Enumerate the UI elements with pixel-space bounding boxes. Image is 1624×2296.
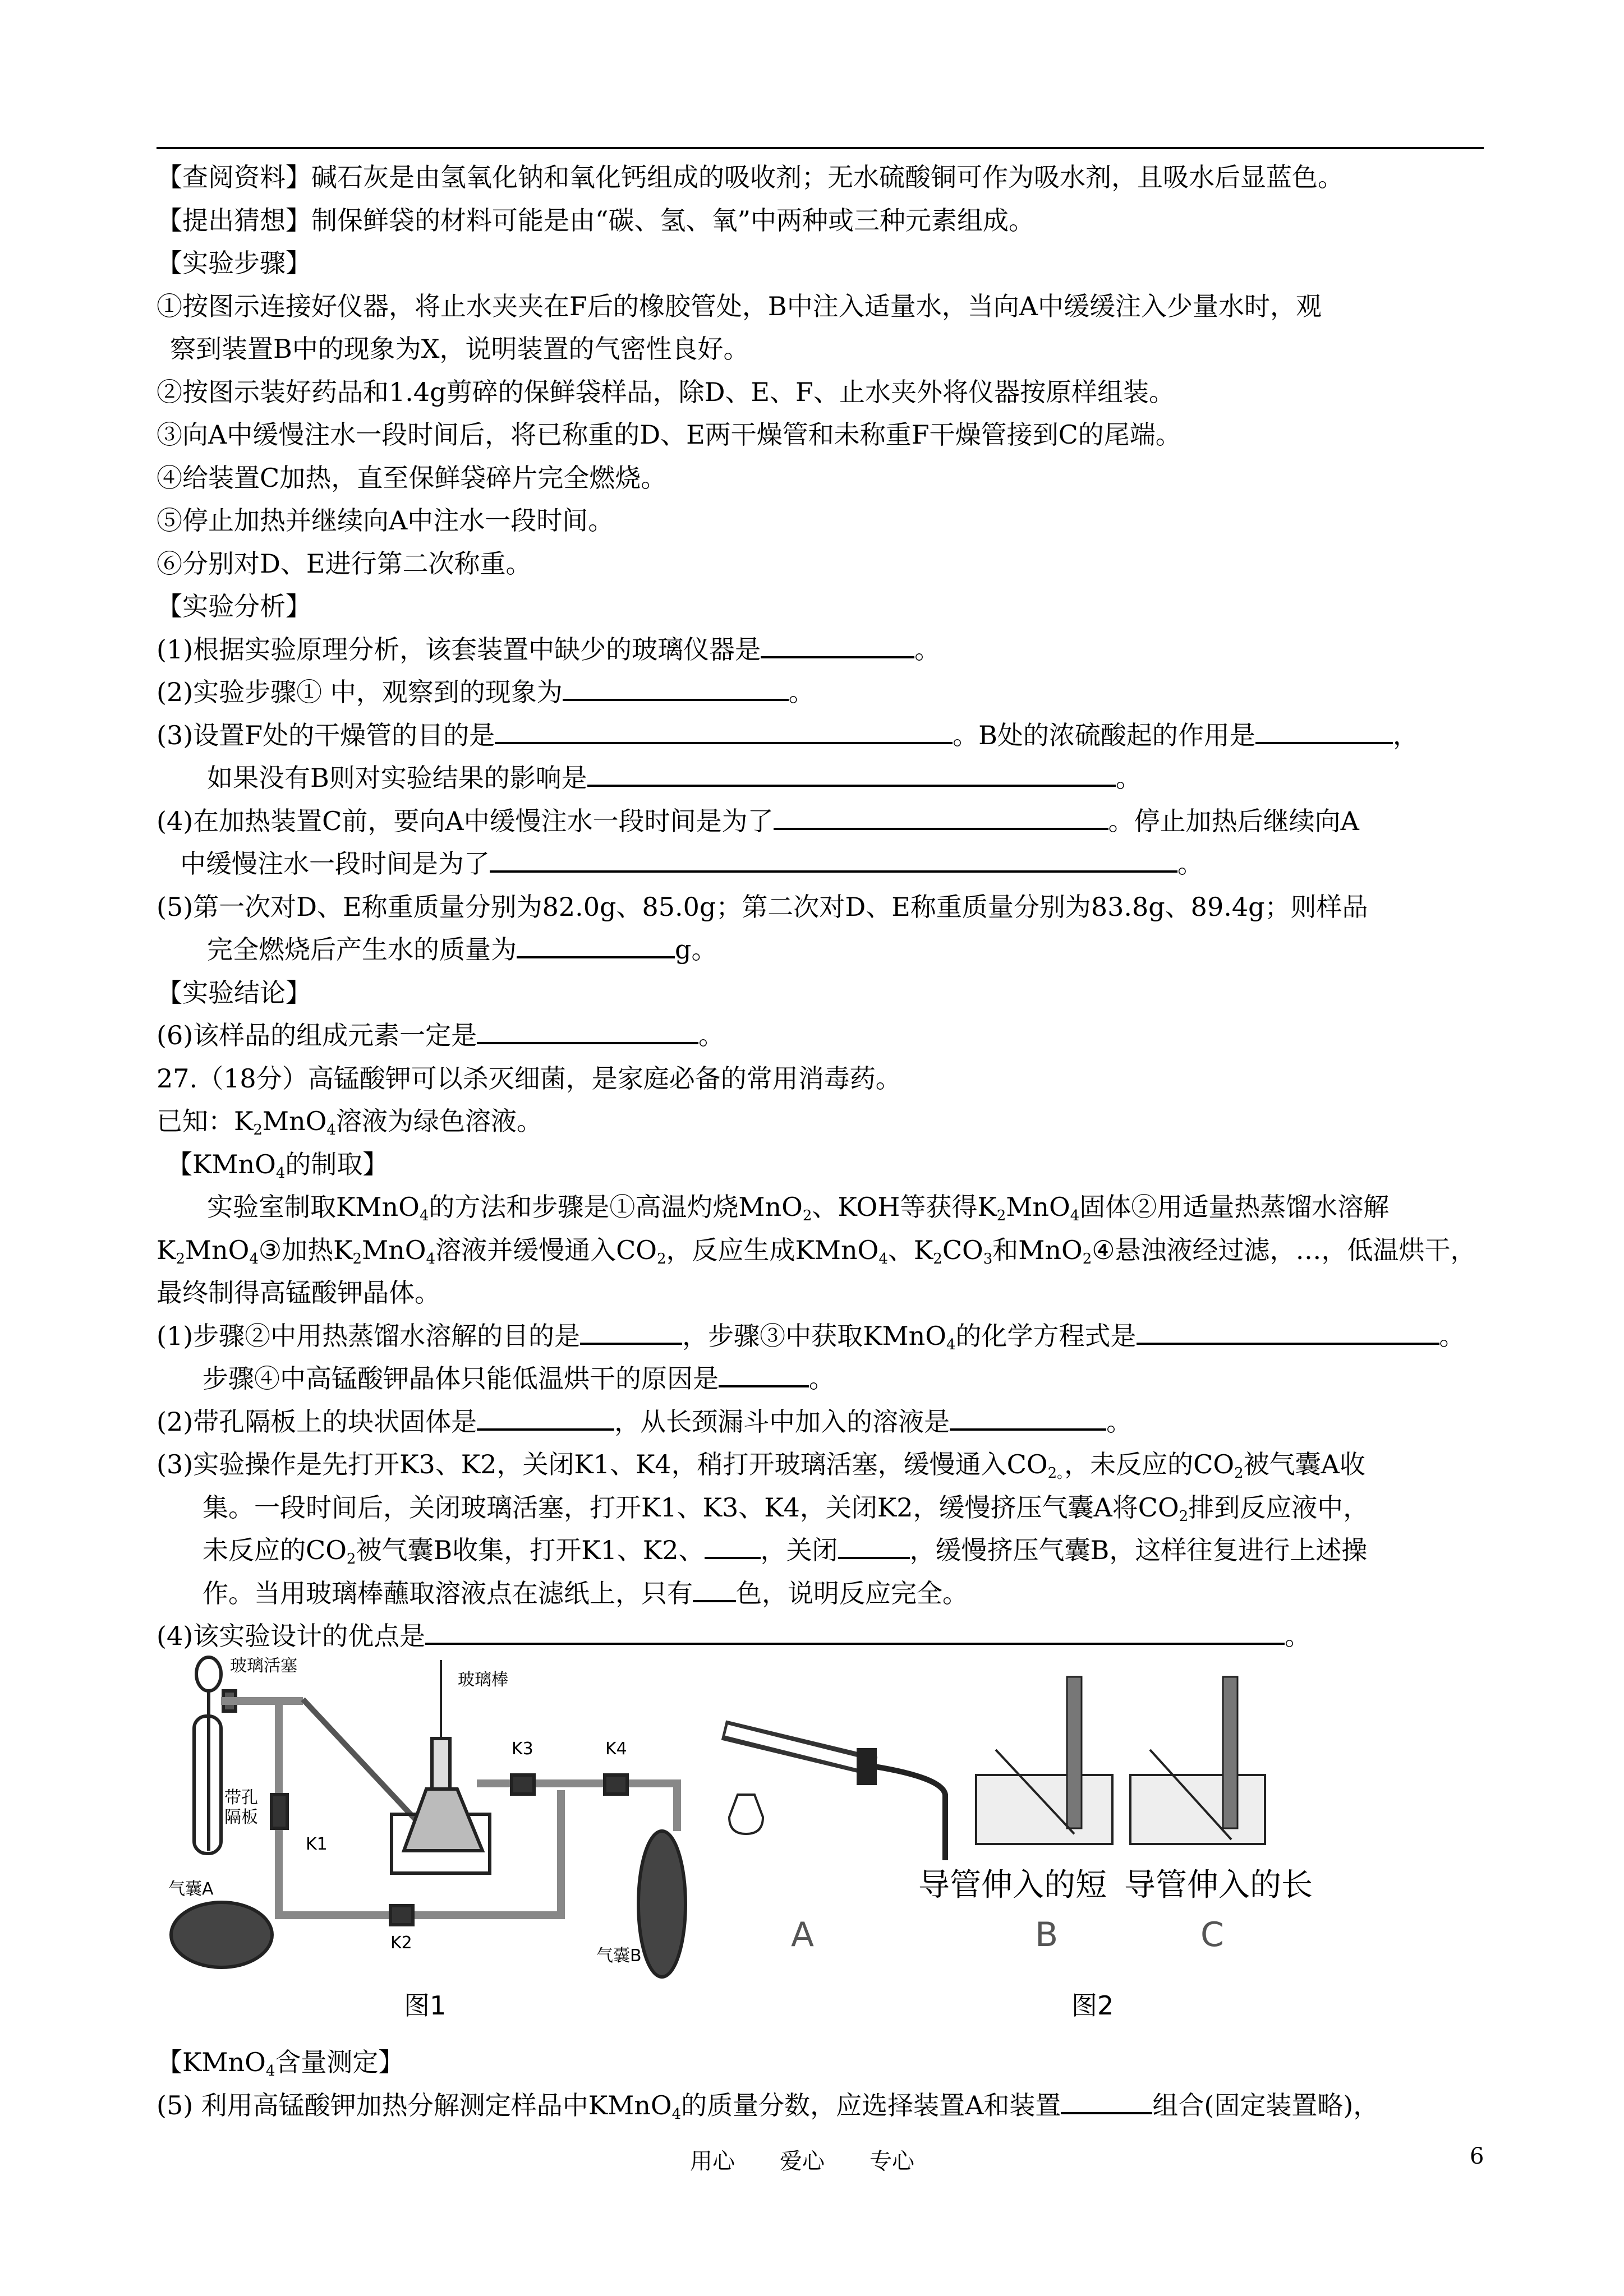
text-segment: 未反应的CO (203, 1535, 347, 1565)
text-segment: (4)在加热装置C前，要向A中缓慢注水一段时间是为了 (157, 805, 774, 836)
figure-2-apparatus (724, 1677, 1265, 1860)
text-segment: 【KMnO (157, 2047, 266, 2077)
text-segment: 【KMnO (167, 1149, 276, 1179)
subscript: 2 (802, 1207, 812, 1224)
figure-1-caption: 图1 (404, 1990, 447, 2021)
text-segment: 、K (887, 1234, 933, 1265)
text-segment: ②按图示装好药品和1.4g剪碎的保鲜袋样品，除D、E、F、止水夹外将仪器按原样组装。 (157, 376, 1175, 407)
text-segment: ，未反应的CO (1064, 1449, 1235, 1479)
text-segment: 【查阅资料】碱石灰是由氢氧化钠和氧化钙组成的吸收剂；无水硫酸铜可作为吸水剂，且吸水后显蓝色。 (157, 162, 1344, 192)
subscript: 2。 (1047, 1465, 1065, 1482)
text-segment: 。B处的浓硫酸起的作用是 (953, 720, 1255, 750)
page-number: 6 (1470, 2143, 1484, 2169)
text-segment: 。 (1177, 849, 1203, 879)
subscript: 2 (1179, 1507, 1189, 1525)
subscript: 4 (878, 1250, 888, 1267)
text-segment: (4)该实验设计的优点是 (157, 1621, 426, 1651)
text-segment: ④悬浊液经过滤，…，低温烘干， (1092, 1234, 1476, 1265)
text-segment: 的制取】 (285, 1149, 389, 1179)
figure-2-caption: 图2 (1071, 1990, 1114, 2021)
text-segment: 的质量分数，应选择装置A和装置 (681, 2090, 1061, 2120)
text-segment: (5) 利用高锰酸钾加热分解测定样品中KMnO (157, 2090, 672, 2120)
content-measurement-block (157, 2041, 1503, 2127)
subscript: 2 (176, 1250, 185, 1267)
label-plate-1: 带孔 (224, 1788, 258, 1808)
text-segment: ，缓慢挤压气囊B，这样往复进行上述操 (909, 1535, 1368, 1565)
text-segment: 【实验步骤】 (157, 248, 311, 278)
subscript: 4 (671, 2105, 682, 2123)
subscript: 4 (326, 1122, 336, 1138)
text-segment: MnO (1006, 1192, 1070, 1222)
label-k4: K4 (605, 1739, 627, 1759)
label-short: 导管伸入的短 (918, 1867, 1107, 1903)
label-k1: K1 (306, 1834, 328, 1854)
label-glass-rod: 玻璃棒 (458, 1670, 508, 1690)
text-segment: 已知：K (157, 1106, 254, 1136)
text-segment: ，反应生成KMnO (666, 1234, 879, 1265)
text-segment: 。 (1115, 763, 1142, 793)
text-segment: CO (942, 1234, 983, 1265)
text-segment: (5)第一次对D、E称重质量分别为82.0g、85.0g；第二次对D、E称重质量分别为83.8g、89.4g；则样品 (157, 891, 1368, 922)
text-segment: ⑥分别对D、E进行第二次称重。 (157, 548, 532, 579)
valve-k2 (390, 1906, 413, 1925)
subscript: 4 (249, 1250, 259, 1267)
label-plate-2: 隔板 (224, 1808, 258, 1827)
text-segment: 最终制得高锰酸钾晶体。 (157, 1278, 440, 1308)
text-segment: (6)该样品的组成元素一定是 (157, 1020, 477, 1050)
text-segment: ⑤停止加热并继续向A中注水一段时间。 (157, 505, 614, 536)
text-segment: MnO (362, 1234, 426, 1265)
subscript: 2 (346, 1551, 356, 1567)
subscript: 4 (419, 1207, 429, 1224)
text-segment: ， (1392, 720, 1419, 750)
label-k3: K3 (512, 1739, 533, 1759)
text-segment: ，步骤③中获取KMnO (682, 1320, 946, 1351)
label-long: 导管伸入的长 (1124, 1867, 1313, 1903)
text-segment: (1)步骤②中用热蒸馏水溶解的目的是 (157, 1320, 581, 1351)
cylinder-b (1067, 1677, 1082, 1828)
text-segment: 固体②用适量热蒸馏水溶解 (1079, 1192, 1390, 1222)
text-line (157, 2084, 1503, 2127)
text-segment: 的方法和步骤是①高温灼烧MnO (429, 1192, 803, 1222)
delivery-tube (303, 1699, 426, 1831)
text-segment: (3)实验操作是先打开K3、K2，关闭K1、K4，稍打开玻璃活塞，缓慢通入CO (157, 1449, 1048, 1479)
subscript: 4 (426, 1250, 436, 1267)
subscript: 2 (253, 1122, 263, 1138)
tube-inner (726, 1730, 872, 1767)
text-segment: MnO (262, 1106, 327, 1136)
subscript: 2 (657, 1250, 666, 1267)
text-segment: 。 (1439, 1320, 1465, 1351)
text-segment: 。停止加热后继续向A (1108, 805, 1359, 836)
answer-blank[interactable] (1061, 2090, 1152, 2114)
text-segment: 27.（18分）高锰酸钾可以杀灭细菌，是家庭必备的常用消毒药。 (157, 1063, 901, 1094)
subscript: 2 (933, 1250, 942, 1267)
subscript: 2 (1082, 1250, 1092, 1267)
funnel-bulb (196, 1657, 221, 1691)
text-segment: K (157, 1234, 176, 1265)
text-segment: (2)实验步骤① 中，观察到的现象为 (157, 677, 563, 707)
alcohol-lamp (729, 1795, 763, 1834)
text-segment: ④给装置C加热，直至保鲜袋碎片完全燃烧。 (157, 462, 667, 493)
label-k2: K2 (390, 1933, 412, 1953)
text-segment: 。 (1106, 1406, 1133, 1437)
text-segment: 完全燃烧后产生水的质量为 (207, 934, 517, 965)
valve-k4 (605, 1775, 627, 1794)
text-segment: 。 (698, 1020, 725, 1050)
text-segment: 。 (809, 1363, 835, 1394)
text-segment: ③向A中缓慢注水一段时间后，将已称重的D、E两干燥管和未称重F干燥管接到C的尾端。 (157, 419, 1181, 450)
text-segment: ，从长颈漏斗中加入的溶液是 (614, 1406, 950, 1437)
text-segment: g。 (675, 934, 717, 965)
label-b: B (1035, 1915, 1059, 1954)
beaker-c (1130, 1775, 1265, 1844)
subscript: 4 (265, 2063, 275, 2080)
text-segment: 【实验结论】 (157, 977, 311, 1008)
label-gas-bag-a: 气囊A (168, 1879, 214, 1899)
text-segment: 的化学方程式是 (955, 1320, 1137, 1351)
text-segment: 和MnO (992, 1234, 1083, 1265)
label-a: A (791, 1915, 815, 1954)
text-segment: 。 (788, 677, 815, 707)
text-segment: 察到装置B中的现象为X，说明装置的气密性良好。 (170, 334, 749, 364)
gas-bag-a (171, 1902, 272, 1967)
text-segment: 组合(固定装置略)， (1152, 2090, 1379, 2120)
text-segment: (3)设置F处的干燥管的目的是 (157, 720, 495, 750)
text-segment: 、KOH等获得K (812, 1192, 997, 1222)
flask-neck (432, 1739, 450, 1789)
text-segment: 如果没有B则对实验结果的影响是 (207, 763, 587, 793)
text-segment: 溶液为绿色溶液。 (335, 1106, 542, 1136)
text-segment: 集。一段时间后，关闭玻璃活塞，打开K1、K3、K4，关闭K2，缓慢挤压气囊A将CO (203, 1492, 1179, 1523)
footer-motto: 用心 爱心 专心 (690, 2149, 914, 2174)
text-segment: 溶液并缓慢通入CO (435, 1234, 657, 1265)
text-segment: 中缓慢注水一段时间是为了 (180, 849, 490, 879)
text-line (157, 2041, 1503, 2084)
label-c: C (1200, 1915, 1224, 1954)
valve-k1 (272, 1795, 287, 1828)
text-segment: ，关闭 (760, 1535, 838, 1565)
subscript: 2 (352, 1250, 362, 1267)
text-segment: 【提出猜想】制保鲜袋的材料可能是由“碳、氢、氧”中两种或三种元素组成。 (157, 205, 1035, 236)
subscript: 2 (1234, 1465, 1244, 1482)
subscript: 4 (275, 1164, 286, 1182)
text-segment: 色，说明反应完全。 (736, 1578, 968, 1608)
label-stopcock: 玻璃活塞 (230, 1656, 297, 1676)
valve-k3 (512, 1775, 534, 1794)
text-segment: 排到反应液中， (1188, 1492, 1369, 1523)
subscript: 3 (983, 1250, 993, 1267)
text-segment: (2)带孔隔板上的块状固体是 (157, 1406, 477, 1437)
text-segment: 。 (1285, 1621, 1311, 1651)
text-segment: 实验室制取KMnO (207, 1192, 420, 1222)
text-segment: 步骤④中高锰酸钾晶体只能低温烘干的原因是 (203, 1363, 719, 1394)
subscript: 4 (946, 1336, 956, 1353)
cylinder-c (1223, 1677, 1237, 1828)
text-segment: ①按图示连接好仪器，将止水夹夹在F后的橡胶管处，B中注入适量水，当向A中缓缓注入少量水时，观 (157, 291, 1322, 321)
text-segment: 被气囊A收 (1243, 1449, 1365, 1479)
flask (404, 1789, 482, 1851)
text-segment: 被气囊B收集，打开K1、K2、 (356, 1535, 705, 1565)
text-segment: MnO (185, 1234, 250, 1265)
text-segment: 【实验分析】 (157, 591, 311, 621)
stopper (858, 1750, 875, 1783)
text-segment: 含量测定】 (275, 2047, 404, 2077)
subscript: 2 (996, 1207, 1006, 1224)
text-segment: (1)根据实验原理分析，该套装置中缺少的玻璃仪器是 (157, 634, 761, 665)
outlet-tube (875, 1767, 945, 1860)
text-segment: 作。当用玻璃棒蘸取溶液点在滤纸上，只有 (203, 1578, 693, 1608)
label-gas-bag-b: 气囊B (596, 1946, 642, 1966)
text-segment: ③加热K (258, 1234, 353, 1265)
gas-bag-b (638, 1831, 686, 1977)
text-segment: 。 (914, 634, 941, 665)
beaker-b (976, 1775, 1112, 1844)
subscript: 4 (1070, 1207, 1080, 1224)
